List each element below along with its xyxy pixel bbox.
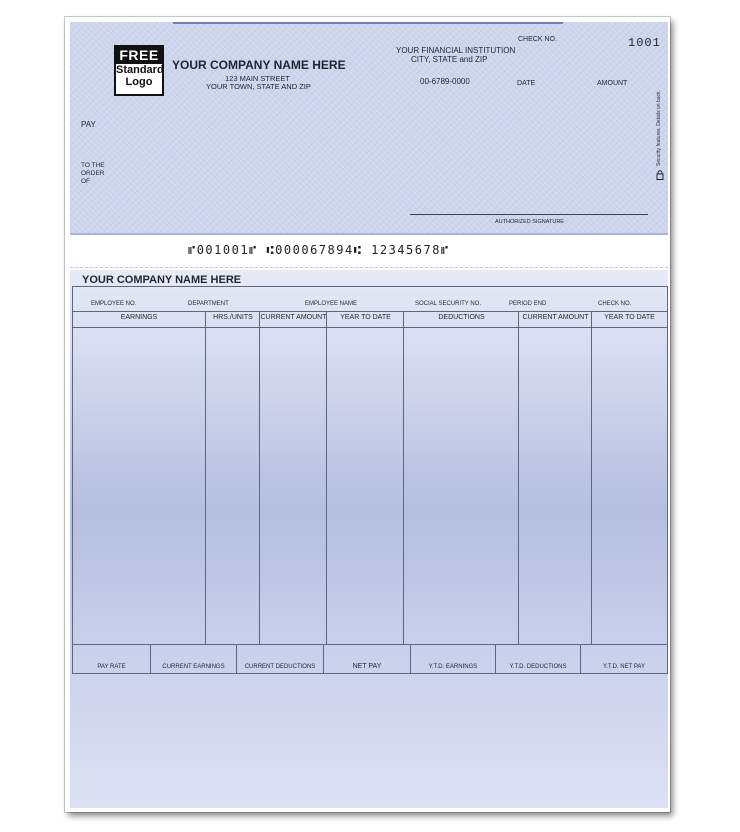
hours-units-column-header: HRS./UNITS	[213, 314, 253, 321]
check-face	[70, 22, 668, 234]
column-divider	[518, 312, 519, 327]
column-divider	[326, 328, 327, 644]
footer-divider	[236, 645, 237, 673]
footer-divider	[495, 645, 496, 673]
ytd-earnings-label: Y.T.D. EARNINGS	[428, 664, 478, 670]
employee-info-header-row	[73, 287, 667, 312]
date-label: DATE	[517, 80, 536, 87]
pay-rate-label: PAY RATE	[97, 664, 126, 670]
column-divider	[326, 312, 327, 327]
column-divider	[403, 312, 404, 327]
stub-company-name: YOUR COMPANY NAME HERE	[82, 274, 242, 286]
check-number-label: CHECK NO.	[518, 36, 557, 43]
logo-standard-text	[116, 64, 162, 88]
current-earnings-label: CURRENT EARNINGS	[162, 664, 225, 670]
employee-no-header: EMPLOYEE NO.	[91, 301, 137, 307]
column-divider	[591, 328, 592, 644]
current-deductions-label: CURRENT DEDUCTIONS	[244, 664, 316, 670]
totals-footer-row	[73, 645, 667, 673]
column-divider	[205, 312, 206, 327]
to-the-order-of-label: TO THE ORDER OF	[81, 162, 105, 185]
pay-label: PAY	[81, 120, 96, 129]
employee-name-header: EMPLOYEE NAME	[305, 301, 358, 307]
column-divider	[403, 328, 404, 644]
footer-divider	[580, 645, 581, 673]
signature-line	[410, 214, 648, 215]
column-divider	[591, 312, 592, 327]
pay-stub	[70, 270, 668, 808]
stub-grid	[72, 286, 668, 674]
ytd-deductions-label: Y.T.D. DEDUCTIONS	[509, 664, 567, 670]
period-end-header: PERIOD END	[509, 301, 547, 307]
logo-line-2: Standard	[116, 64, 164, 76]
perforation-line	[70, 267, 668, 269]
column-divider	[205, 328, 206, 644]
check-number: 1001	[628, 36, 661, 50]
payroll-check-form	[65, 17, 670, 812]
net-pay-label: NET PAY	[352, 663, 382, 670]
column-divider	[259, 328, 260, 644]
earnings-deductions-body	[73, 328, 667, 645]
current-amount-column-header: CURRENT AMOUNT	[260, 314, 327, 321]
deductions-column-header: DEDUCTIONS	[438, 314, 485, 321]
column-divider	[518, 328, 519, 644]
padlock-icon	[656, 170, 664, 180]
check-no-header: CHECK NO.	[598, 301, 632, 307]
check-top-border	[173, 22, 563, 24]
deduction-year-to-date-column-header: YEAR TO DATE	[604, 314, 655, 321]
routing-fraction: 00-6789-0000	[420, 77, 470, 86]
ytd-net-pay-label: Y.T.D. NET PAY	[603, 664, 645, 670]
company-address-line1: 123 MAIN STREET	[225, 74, 291, 83]
department-header: DEPARTMENT	[188, 301, 229, 307]
signature-label: AUTHORIZED SIGNATURE	[495, 219, 564, 225]
footer-divider	[410, 645, 411, 673]
column-divider	[259, 312, 260, 327]
security-features-note: Security features. Details on back.	[656, 90, 662, 166]
logo-line-3: Logo	[125, 76, 153, 88]
check-bottom-band	[70, 233, 668, 235]
company-name: YOUR COMPANY NAME HERE	[172, 58, 346, 72]
micr-line: ⑈001001⑈ ⑆000067894⑆ 12345678⑈	[188, 243, 450, 257]
company-address-line2: YOUR TOWN, STATE AND ZIP	[206, 82, 311, 91]
year-to-date-column-header: YEAR TO DATE	[340, 314, 391, 321]
bank-city: CITY, STATE and ZIP	[411, 55, 488, 64]
amount-label: AMOUNT	[597, 80, 628, 87]
footer-divider	[150, 645, 151, 673]
earnings-column-header: EARNINGS	[120, 314, 158, 321]
company-logo	[114, 45, 164, 96]
column-header-row	[73, 312, 667, 328]
footer-divider	[323, 645, 324, 673]
logo-free-text: FREE	[116, 47, 162, 64]
ssn-header: SOCIAL SECURITY NO.	[415, 301, 482, 307]
bank-name: YOUR FINANCIAL INSTITUTION	[396, 46, 516, 55]
deduction-current-amount-column-header: CURRENT AMOUNT	[522, 314, 589, 321]
